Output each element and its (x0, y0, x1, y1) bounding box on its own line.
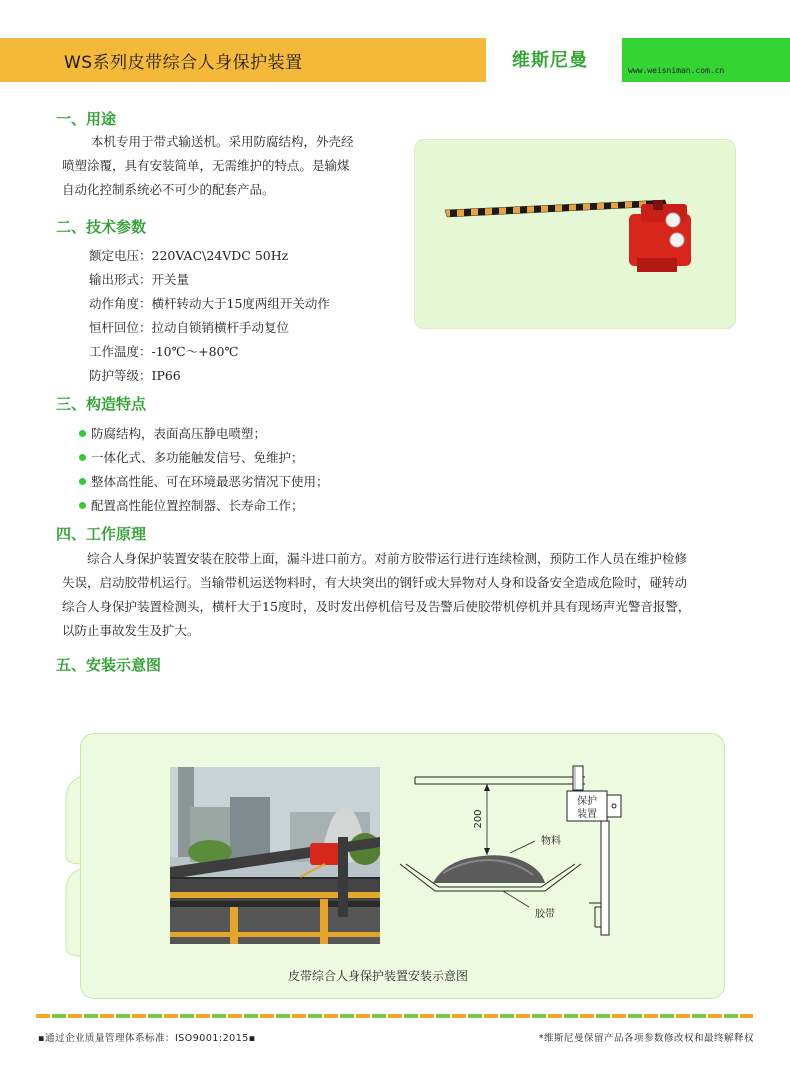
principle-text (62, 547, 752, 643)
header-green-block (622, 38, 790, 82)
product-photo-frame (414, 139, 736, 329)
dimension-label: 200 (473, 809, 484, 829)
principle-line: 以防止事故发生及扩大。 (62, 623, 200, 638)
diagram-caption: 皮带综合人身保护装置安装示意图 (288, 969, 469, 983)
installation-schematic (395, 757, 625, 947)
usage-line: 喷塑涂覆，具有安装简单，无需维护的特点。是输煤 (62, 158, 350, 173)
bullet-icon (79, 478, 86, 485)
usage-line: 本机专用于带式输送机。采用防腐结构，外壳经 (91, 134, 354, 149)
param-temperature: 工作温度：-10℃～+80℃ (89, 344, 239, 359)
section-heading-principle: 四、工作原理 (56, 525, 147, 543)
usage-text (62, 130, 402, 202)
list-item: 配置高性能位置控制器、长寿命工作； (79, 496, 304, 514)
website-url: www.weisniman.com.cn (628, 66, 725, 75)
device-label-line2: 装置 (577, 809, 597, 820)
principle-line: 失误，启动胶带机运行。当输带机运送物料时，有大块突出的钢钎或大异物对人身和设备安全造成危险时，碰转动 (62, 575, 688, 590)
bullet-icon (79, 502, 86, 509)
principle-line: 综合人身保护装置安装在胶带上面，漏斗进口前方。对前方胶带运行进行连续检测，预防工作人员在维护检修 (87, 551, 688, 566)
installation-site-photo (170, 767, 380, 944)
page-title: WS系列皮带综合人身保护装置 (64, 53, 303, 73)
material-label: 物料 (541, 836, 561, 847)
list-item: 一体化式、多功能触发信号、免维护； (79, 448, 304, 466)
usage-line: 自动化控制系统必不可少的配套产品。 (62, 182, 275, 197)
device-label-line1: 保护 (577, 796, 597, 807)
bullet-icon (79, 454, 86, 461)
principle-line: 综合人身保护装置检测头，横杆大于15度时，及时发出停机信号及告警后使胶带机停机并具有现场声光警音报警， (62, 599, 691, 614)
section-heading-params: 二、技术参数 (56, 218, 147, 236)
brand-name: 维斯尼曼 (512, 50, 588, 71)
footer-disclaimer: *维斯尼曼保留产品各项参数修改权和最终解释权 (538, 1033, 754, 1044)
list-item: 整体高性能、可在环境最恶劣情况下使用； (79, 472, 329, 490)
param-angle: 动作角度：横杆转动大于15度两组开关动作 (89, 296, 330, 311)
belt-label: 胶带 (535, 909, 555, 920)
section-heading-features: 三、构造特点 (56, 395, 147, 413)
footer-certification: ▪通过企业质量管理体系标准：ISO9001:2015▪ (38, 1033, 256, 1044)
param-voltage: 额定电压：220VAC\24VDC 50Hz (89, 248, 289, 263)
bullet-icon (79, 430, 86, 437)
section-heading-usage: 一、用途 (56, 110, 117, 128)
footer-divider (36, 1014, 753, 1018)
param-output: 输出形式：开关量 (89, 272, 190, 287)
param-protection: 防护等级：IP66 (89, 368, 181, 383)
section-heading-install: 五、安装示意图 (56, 656, 162, 674)
product-photo (415, 140, 735, 328)
list-item: 防腐结构，表面高压静电喷塑； (79, 424, 266, 442)
param-reset: 恒杆回位：拉动自锁销横杆手动复位 (89, 320, 290, 335)
